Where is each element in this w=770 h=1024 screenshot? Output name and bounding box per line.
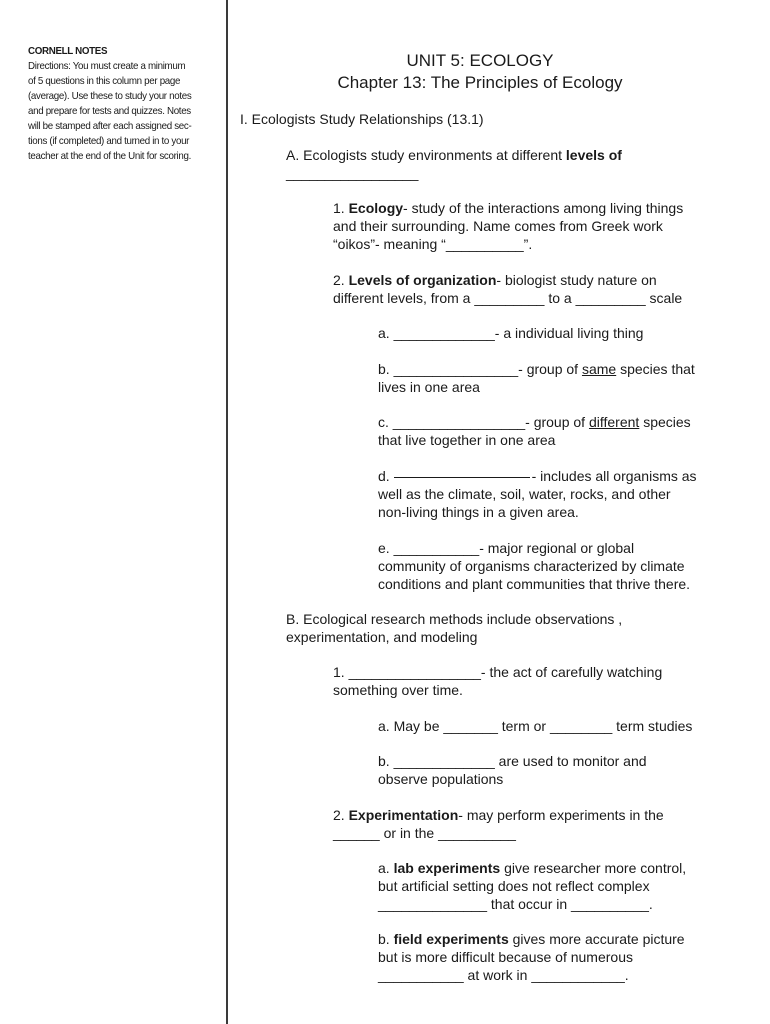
item-term: levels of: [565, 147, 622, 163]
item-number: b.: [378, 931, 394, 947]
item-text: give researcher more control,: [500, 860, 687, 876]
item-text-line: lives in one area: [378, 379, 480, 395]
outline-item-B2: [333, 806, 664, 842]
unit-title: UNIT 5: ECOLOGY: [406, 51, 554, 70]
item-text-line: ___________ at work in ____________.: [378, 967, 629, 983]
cornell-heading: CORNELL NOTES: [28, 45, 108, 57]
outline-item-A2: [333, 271, 682, 307]
item-emphasis: different: [588, 414, 640, 430]
chapter-title: Chapter 13: The Principles of Ecology: [337, 73, 623, 92]
item-text-line: experimentation, and modeling: [286, 629, 478, 645]
outline-item-A2a: [378, 324, 643, 342]
item-text-line: B. Ecological research methods include observations ,: [286, 611, 623, 627]
outline-item-A2e: [378, 539, 690, 593]
cornell-directions-line: Directions: You must create a minimum: [28, 60, 186, 72]
outline-item-B2a: [378, 859, 686, 913]
cornell-directions-line: (average). Use these to study your notes: [28, 90, 192, 102]
item-text: species that: [616, 361, 695, 377]
item-term: Ecology: [348, 200, 404, 216]
item-text-line: and their surrounding. Name comes from Greek work: [333, 218, 663, 234]
item-text: species: [639, 414, 691, 430]
cornell-directions-line: will be stamped after each assigned sec-: [28, 120, 192, 132]
outline-item-B2b: [378, 930, 685, 984]
outline-item-B1a: [378, 717, 692, 735]
item-text-line: a. _____________- a individual living thing: [378, 325, 644, 341]
item-text-line: but is more difficult because of numerous: [378, 949, 633, 965]
item-text-line: non-living things in a given area.: [378, 504, 579, 520]
item-text: gives more accurate picture: [508, 931, 685, 947]
cornell-directions-line: of 5 questions in this column per page: [28, 75, 181, 87]
item-term: Levels of organization: [348, 272, 497, 288]
item-text-line: e. ___________- major regional or global: [378, 540, 635, 556]
outline-item-A1: [333, 199, 683, 253]
item-text: c. _________________- group of: [378, 414, 589, 430]
outline-item-B1: [333, 663, 662, 699]
item-text-line: observe populations: [378, 771, 504, 787]
item-emphasis: same: [581, 361, 617, 377]
item-text-line: that live together in one area: [378, 432, 556, 448]
outline-item-A: [286, 146, 622, 182]
cornell-notes-column: [28, 44, 208, 164]
item-text: - biologist study nature on: [496, 272, 657, 288]
item-text-line: a. May be _______ term or ________ term studies: [378, 718, 693, 734]
section-heading-text: I. Ecologists Study Relationships (13.1): [240, 111, 484, 127]
item-blank-line: _________________: [286, 165, 419, 181]
outline-item-B: [286, 610, 622, 646]
item-text: - may perform experiments in the: [458, 807, 664, 823]
item-number: 1.: [333, 200, 349, 216]
item-number: a.: [378, 860, 394, 876]
item-number: 2.: [333, 807, 349, 823]
outline-item-B1b: [378, 752, 647, 788]
cornell-divider-line: [226, 0, 228, 1024]
item-text-line: ______________ that occur in __________.: [378, 896, 653, 912]
item-number: 2.: [333, 272, 349, 288]
item-text-line: but artificial setting does not reflect complex: [378, 878, 650, 894]
section-heading: [240, 110, 484, 128]
item-text-line: community of organisms characterized by climate: [378, 558, 685, 574]
cornell-directions-line: tions (if completed) and turned in to your: [28, 135, 190, 147]
item-text: - study of the interactions among living things: [403, 200, 684, 216]
item-term: lab experiments: [393, 860, 501, 876]
item-text-line: something over time.: [333, 682, 463, 698]
item-text: b. ________________- group of: [378, 361, 582, 377]
item-text-line: well as the climate, soil, water, rocks, and other: [378, 486, 671, 502]
outline-item-A2c: [378, 413, 691, 449]
item-text: A. Ecologists study environments at different: [286, 147, 566, 163]
blank-rule-line: [394, 477, 530, 478]
item-number: d.: [378, 468, 394, 484]
item-text-line: “oikos”- meaning “__________”.: [333, 236, 533, 252]
item-text-line: b. _____________ are used to monitor and: [378, 753, 647, 769]
item-text-line: ______ or in the __________: [333, 825, 516, 841]
item-text: - includes all organisms as: [531, 468, 697, 484]
outline-item-A2d: [378, 467, 697, 521]
item-text-line: conditions and plant communities that thrive there.: [378, 576, 691, 592]
cornell-directions-line: teacher at the end of the Unit for scoring.: [28, 150, 191, 162]
item-text-line: different levels, from a _________ to a _________ scale: [333, 290, 683, 306]
outline-item-A2b: [378, 360, 695, 396]
item-term: Experimentation: [348, 807, 459, 823]
item-text-line: 1. _________________- the act of carefully watching: [333, 664, 663, 680]
cornell-directions-line: and prepare for tests and quizzes. Notes: [28, 105, 191, 117]
item-term: field experiments: [393, 931, 509, 947]
